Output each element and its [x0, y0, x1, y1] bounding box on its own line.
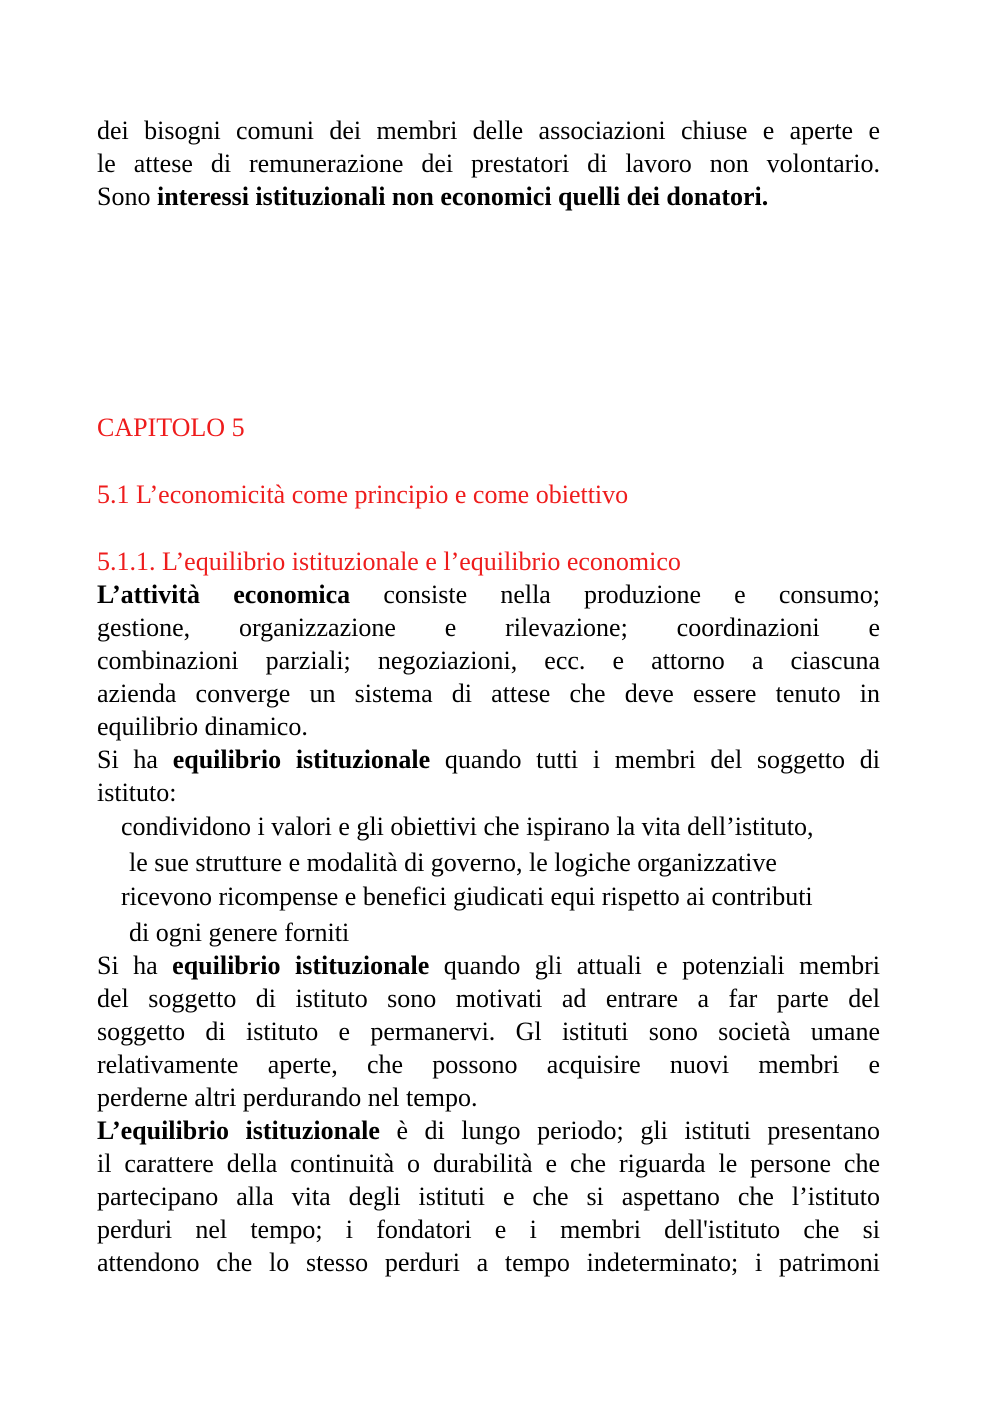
- intro-line-2: le attese di remunerazione dei prestatori di lavoro non volontario.: [97, 149, 880, 178]
- p1-line-1: [97, 578, 880, 611]
- p3-bold-term: equilibrio istituzionale: [172, 951, 430, 980]
- p3-line-5: perderne altri perdurando nel tempo.: [97, 1083, 478, 1112]
- p3-line-3: soggetto di istituto e permanervi. Gl istituti sono società umane: [97, 1017, 880, 1046]
- list-item: condividono i valori e gli obiettivi che ispirano la vita dell’istituto,: [121, 812, 814, 841]
- p3-line-1: [97, 949, 880, 982]
- p1-line-5: equilibrio dinamico.: [97, 712, 308, 741]
- p2-line-2: istituto:: [97, 778, 177, 807]
- p1-bold-term: L’attività economica: [97, 580, 351, 609]
- p3-line-1-text: quando gli attuali e potenziali membri: [429, 951, 880, 980]
- p3-line-2: del soggetto di istituto sono motivati ad entrare a far parte del: [97, 984, 880, 1013]
- intro-line-3-text: Sono: [97, 182, 157, 211]
- chapter-heading: CAPITOLO 5: [97, 413, 245, 442]
- p2-bold-term: equilibrio istituzionale: [172, 745, 431, 774]
- p4-bold-term: L’equilibrio istituzionale: [97, 1116, 380, 1145]
- intro-line-3: [97, 180, 880, 213]
- p4-line-1-text: è di lungo periodo; gli istituti presentano: [379, 1116, 880, 1145]
- p1-line-2: gestione, organizzazione e rilevazione; coordinazioni e: [97, 613, 880, 642]
- list-item: ricevono ricompense e benefici giudicati equi rispetto ai contributi: [121, 882, 813, 911]
- intro-paragraph: [97, 114, 880, 213]
- p4-line-3: partecipano alla vita degli istituti e che si aspettano che l’istituto: [97, 1182, 880, 1211]
- intro-bold-text: interessi istituzionali non economici quelli dei donatori.: [156, 182, 769, 211]
- p1-line-4: azienda converge un sistema di attese che deve essere tenuto in: [97, 679, 880, 708]
- p2-pre-text: Si ha: [97, 745, 173, 774]
- p2-line-1: [97, 743, 880, 776]
- intro-line-1: dei bisogni comuni dei membri delle associazioni chiuse e aperte e: [97, 116, 880, 145]
- list-item: di ogni genere forniti: [129, 918, 350, 947]
- p4-line-1: [97, 1114, 880, 1147]
- p4-line-4: perduri nel tempo; i fondatori e i membri dell'istituto che si: [97, 1215, 880, 1244]
- section-heading: 5.1 L’economicità come principio e come obiettivo: [97, 480, 629, 509]
- p4-line-5: attendono che lo stesso perduri a tempo indeterminato; i patrimoni: [97, 1248, 880, 1277]
- body-text: [97, 545, 880, 1279]
- p1-line-3: combinazioni parziali; negoziazioni, ecc. e attorno a ciascuna: [97, 646, 880, 675]
- p3-pre-text: Si ha: [97, 951, 173, 980]
- p1-line-1-text: consiste nella produzione e consumo;: [350, 580, 880, 609]
- list-item: le sue strutture e modalità di governo, le logiche organizzative: [129, 848, 777, 877]
- p2-line-1-text: quando tutti i membri del soggetto di: [430, 745, 880, 774]
- subsection-heading: 5.1.1. L’equilibrio istituzionale e l’equilibrio economico: [97, 547, 681, 576]
- p3-line-4: relativamente aperte, che possono acquisire nuovi membri e: [97, 1050, 880, 1079]
- p4-line-2: il carattere della continuità o durabilità e che riguarda le persone che: [97, 1149, 880, 1178]
